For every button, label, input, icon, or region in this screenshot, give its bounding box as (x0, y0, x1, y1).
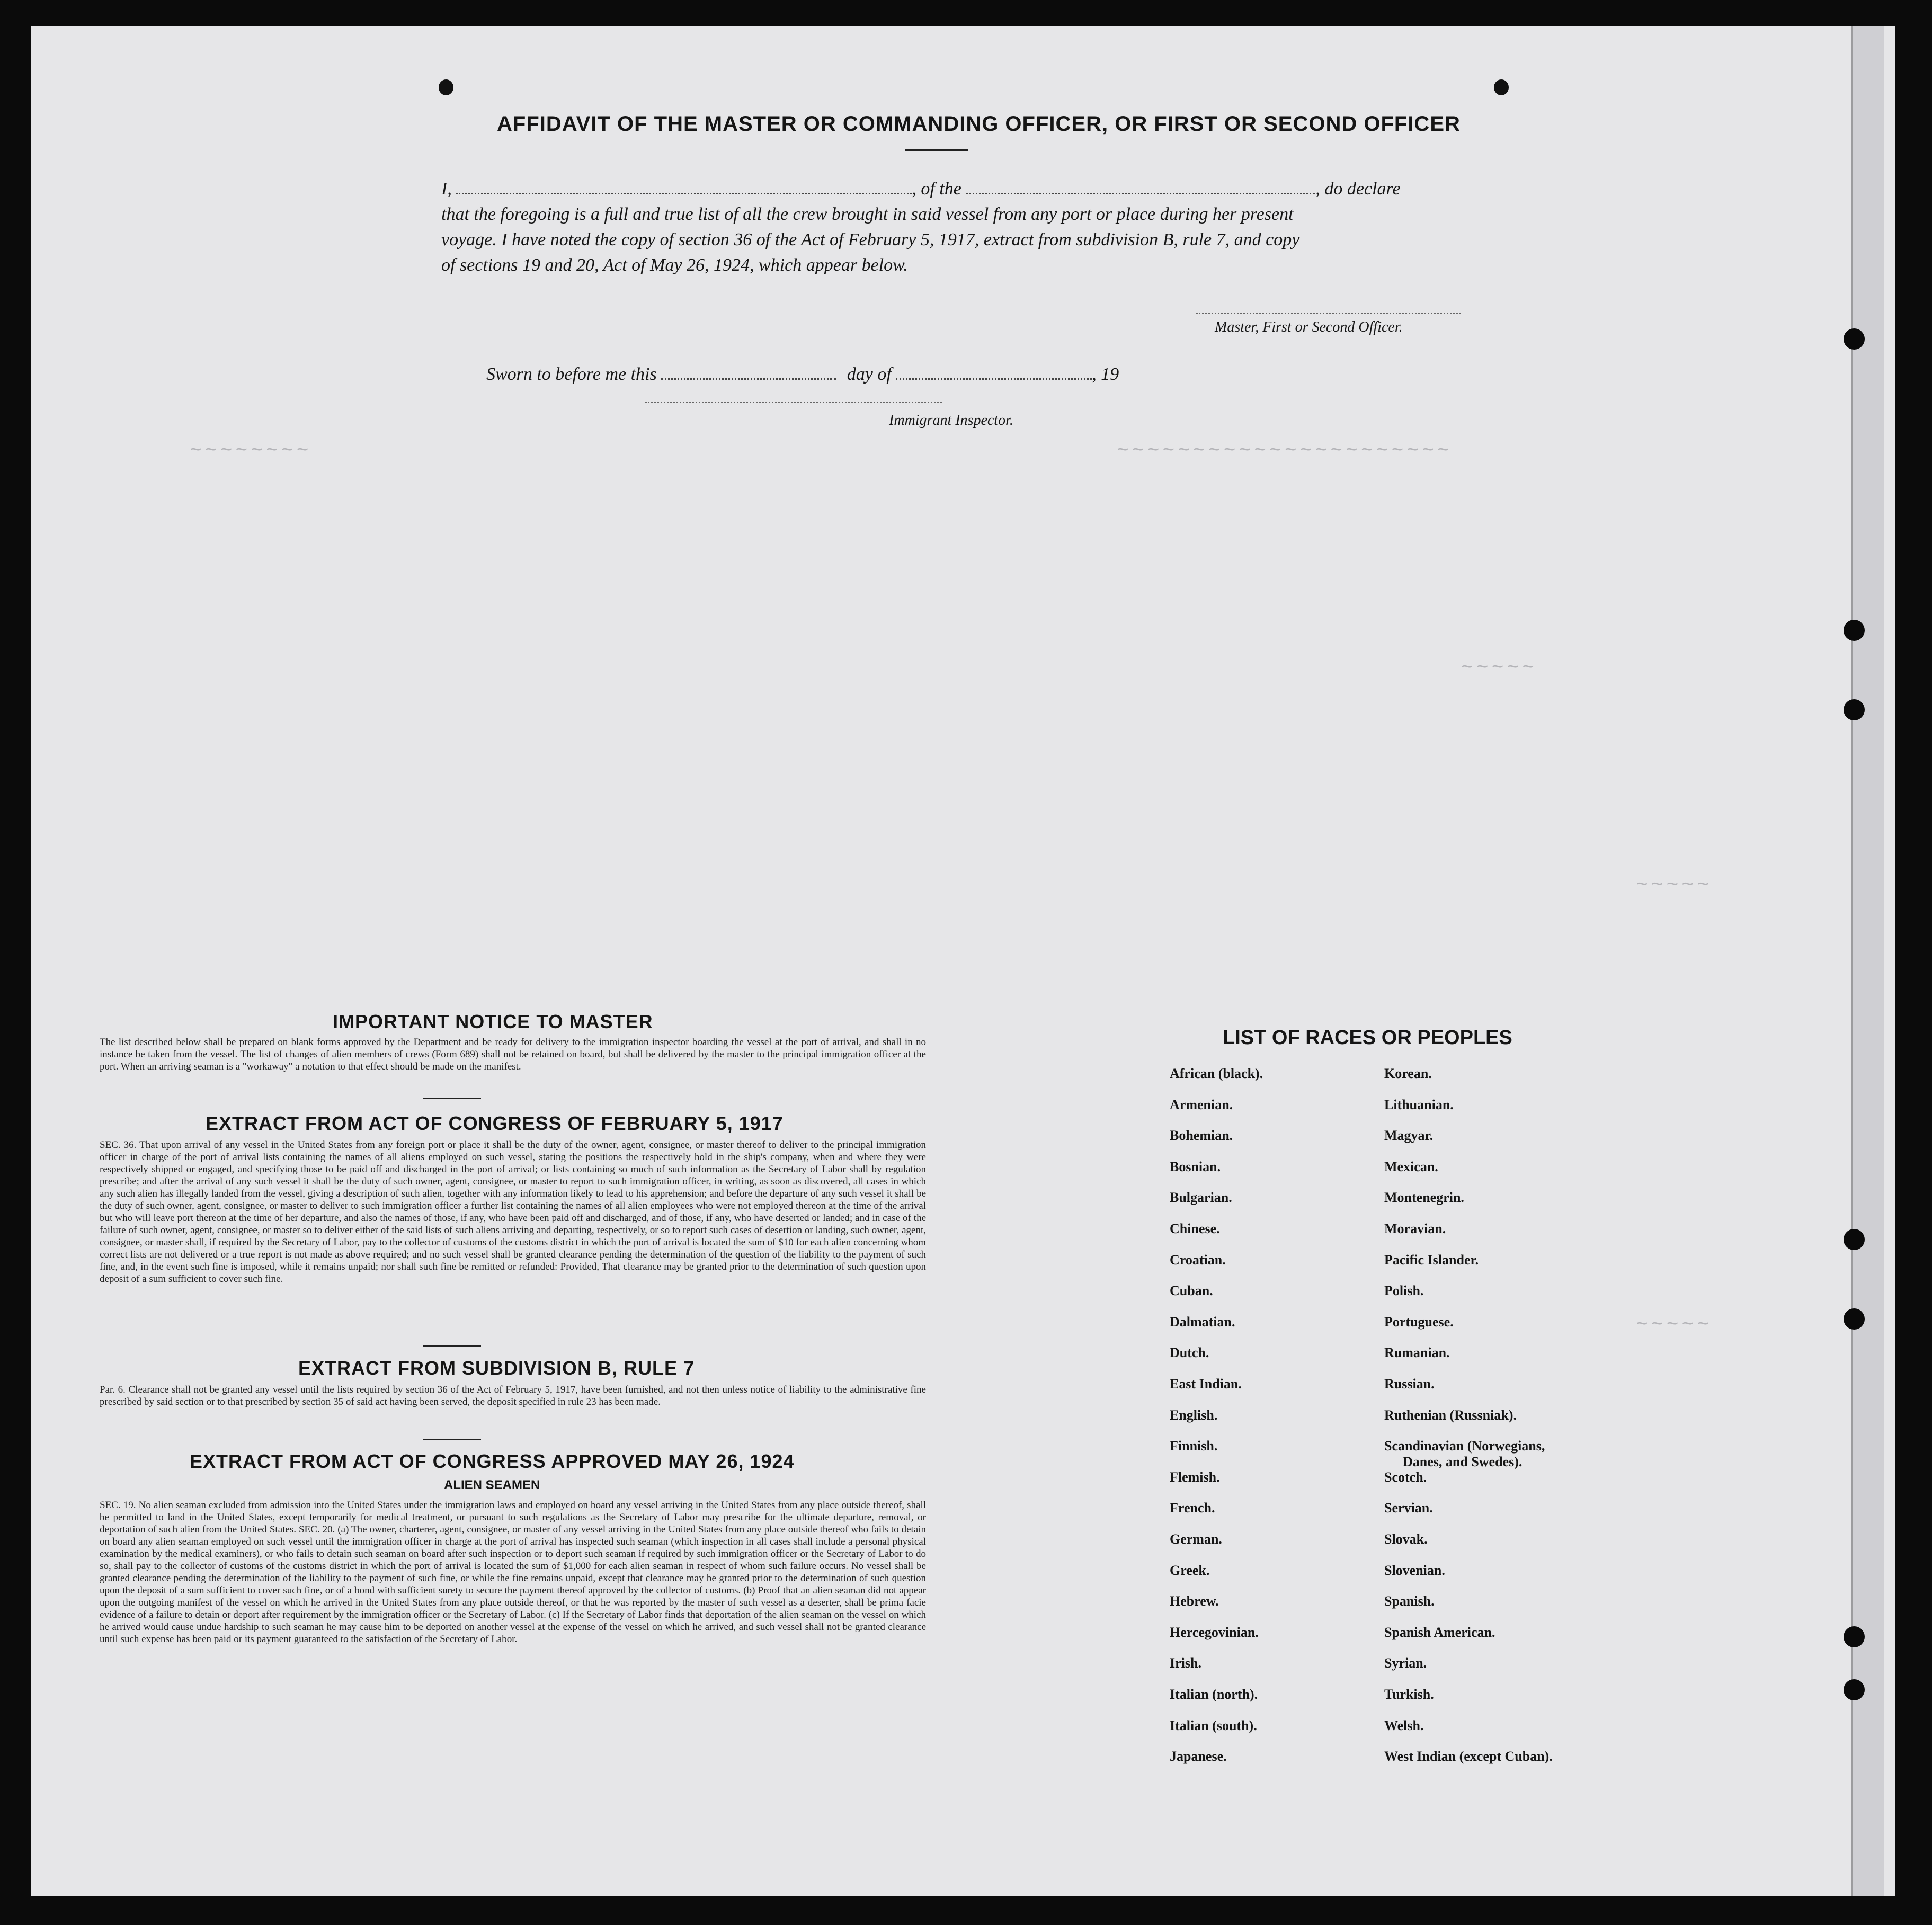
extract-1917-rule (423, 1345, 481, 1347)
races-title: LIST OF RACES OR PEOPLES (1223, 1027, 1512, 1049)
sworn-prefix: Sworn to before me this (486, 364, 657, 384)
race-item: Pacific Islander. (1384, 1252, 1479, 1268)
race-item: African (black). (1170, 1066, 1263, 1081)
race-item: Croatian. (1170, 1252, 1226, 1268)
extract-1924-subtitle: ALIEN SEAMEN (444, 1478, 540, 1492)
race-item: Montenegrin. (1384, 1190, 1464, 1206)
punch-hole (1844, 1679, 1865, 1700)
extract-1917-title: EXTRACT FROM ACT OF CONGRESS OF FEBRUARY 5, 1917 (206, 1112, 784, 1134)
bleed-through-marks: ~~~~~ (1636, 1314, 1713, 1336)
race-item: Irish. (1170, 1655, 1201, 1671)
sworn-day-field[interactable] (661, 363, 836, 380)
race-item: East Indian. (1170, 1376, 1242, 1392)
race-item: Flemish. (1170, 1469, 1220, 1485)
race-item: Scotch. (1384, 1469, 1427, 1485)
race-item: German. (1170, 1531, 1222, 1547)
race-item: Portuguese. (1384, 1314, 1454, 1330)
race-item: Lithuanian. (1384, 1097, 1454, 1112)
race-item: Japanese. (1170, 1749, 1227, 1764)
race-item: Greek. (1170, 1562, 1210, 1578)
bleed-through-marks: ~~~~~ (1461, 657, 1538, 680)
notice-title: IMPORTANT NOTICE TO MASTER (333, 1011, 653, 1032)
document-sheet (31, 26, 1895, 1896)
race-item: Hercegovinian. (1170, 1624, 1259, 1640)
race-item: Syrian. (1384, 1655, 1427, 1671)
race-item: Cuban. (1170, 1283, 1213, 1299)
race-item: Welsh. (1384, 1717, 1424, 1733)
tack-mark (439, 79, 453, 95)
notice-rule (423, 1098, 481, 1099)
subdivision-b-text: Par. 6. Clearance shall not be granted any vessel until the lists required by section 36 of the Act of February 5, 1917, have been furnished, and not then unless notice of liability to the administrative fine prescribed by said section or to that prescribed by section 35 of said act having been served, the deposit specified in rule 23 has been made. (100, 1384, 926, 1407)
bleed-through-marks: ~~~~~~~~~~~~~~~~~~~~~~ (1117, 440, 1453, 462)
race-item: Servian. (1384, 1500, 1433, 1516)
affidavit-of-the: , of the (912, 179, 961, 199)
race-item: West Indian (except Cuban). (1384, 1749, 1553, 1764)
affidavit-title: AFFIDAVIT OF THE MASTER OR COMMANDING OFFICER, OR FIRST OR SECOND OFFICER (497, 112, 1461, 136)
race-item: Magyar. (1384, 1128, 1434, 1144)
race-item: Chinese. (1170, 1221, 1220, 1236)
race-item: Spanish. (1384, 1593, 1435, 1609)
race-item: Spanish American. (1384, 1624, 1495, 1640)
affidavit-line-4: of sections 19 and 20, Act of May 26, 1924, which appear below. (441, 255, 908, 275)
affidavit-line-3: voyage. I have noted the copy of section 36 of the Act of February 5, 1917, extract from subdivision B, rule 7, and copy (441, 230, 1300, 249)
race-item: English. (1170, 1407, 1218, 1423)
affidavit-line-2: that the foregoing is a full and true list of all the crew brought in said vessel from any port or place during her present (441, 204, 1294, 224)
extract-1917-text: SEC. 36. That upon arrival of any vessel in the United States from any foreign port or place it shall be the duty of the owner, agent, consignee, or master thereof to deliver to the principal immigration officer in charge of the port of arrival lists containing the names of all aliens employed on such vessel, stating the positions the respectively hold in the ship's company, when and where they were respectively shipped or engaged, and specifying those to be paid off and discharged in the port of arrival; or lists containing so much of such information as the Secretary of Labor shall by regulation prescribe; and after the arrival of any such vessel it shall be the duty of such owner, agent, consignee, or master to report to such immigration officer, in writing, as soon as discovered, all cases in which any such alien has illegally landed from the vessel, giving a description of such alien, together with any information likely to lead to his apprehension; and before the departure of any such vessel it shall be the duty of such owner, agent, consignee, or master to deliver to such immigration officer a further list containing the names of all alien employees who were not employed thereon at the time of the arrival but who will leave port thereon at the time of her departure, and also the names of those, if any, who have been paid off and discharged, and of those, if any, who have deserted or landed; and in case of the failure of such owner, agent, consignee, or master so to deliver either of the said lists of such aliens arriving and departing, respectively, or so to report such cases of desertion or landing, such owner, agent, consignee, or master shall, if required by the Secretary of Labor, pay to the collector of customs of the customs district in which the port of arrival is located the sum of $10 for each alien concerning whom correct lists are not delivered or a true report is not made as above required; and no such vessel shall be granted clearance pending the determination of the question of the liability to the payment of such fine, and, in the event such fine is imposed, while it remains unpaid; nor shall such fine be remitted or refunded: Provided, That clearance may be granted prior to the determination of such question upon deposit of a sum sufficient to cover such fine. (100, 1139, 926, 1285)
race-item: Slovak. (1384, 1531, 1428, 1547)
affidavit-do-declare: , do declare (1315, 179, 1401, 199)
race-item: Dutch. (1170, 1345, 1209, 1361)
sworn-year-prefix: , 19 (1092, 364, 1119, 384)
race-item: Italian (south). (1170, 1717, 1257, 1733)
extract-1924-text: SEC. 19. No alien seaman excluded from admission into the United States under the immigration laws and employed on board any vessel arriving in the United States from any place outside thereof, shall be permitted to land in the United States, except temporarily for medical treatment, or pursuant to such regulations as the Secretary of Labor may prescribe for the ultimate departure, removal, or deportation of such alien from the United States. SEC. 20. (a) The owner, charterer, agent, consignee, or master of any vessel arriving in the United States from any place outside thereof who fails to detain on board any alien seaman employed on such vessel until the immigration officer in charge at the port of arrival has inspected such seaman (which inspection in all cases shall include a personal physical examination by the medical examiners), or who fails to detain such seaman on board after such inspection or to deport such seaman if required by such immigration officer or the Secretary of Labor to do so, shall pay to the collector of customs of the customs district in which the port of arrival is located the sum of $1,000 for each alien seaman in respect of whom such failure occurs. No vessel shall be granted clearance pending the determination of the liability to the payment of such fine, or while the fine remains unpaid, except that clearance may be granted prior to the determination of such question upon the deposit of a sum sufficient to cover such fine, or of a bond with sufficient surety to secure the payment thereof approved by the collector of customs. (b) Proof that an alien seaman did not appear upon the outgoing manifest of the vessel on which he arrived in the United States from any place outside thereof, or that he was reported by the master of such vessel as a deserter, shall be prima facie evidence of a failure to detain or deport after requirement by the immigration officer or the Secretary of Labor. (c) If the Secretary of Labor finds that deportation of the alien seaman on the vessel on which he arrived would cause undue hardship to such seaman he may cause him to be deported on another vessel at the expense of the vessel on which he arrived, and such vessel shall not be granted clearance until such expense has been paid or its payment guaranteed to the satisfaction of the Secretary of Labor. (100, 1500, 926, 1645)
race-item: Mexican. (1384, 1158, 1438, 1174)
race-item: French. (1170, 1500, 1215, 1516)
race-item: Polish. (1384, 1283, 1424, 1299)
race-item: Hebrew. (1170, 1593, 1219, 1609)
race-item: Moravian. (1384, 1221, 1446, 1236)
vessel-name-field[interactable] (966, 178, 1315, 194)
affidavit-title-rule (905, 149, 968, 151)
race-item: Armenian. (1170, 1097, 1233, 1112)
race-item: Slovenian. (1384, 1562, 1445, 1578)
race-item: Finnish. (1170, 1438, 1218, 1454)
race-item: Korean. (1384, 1066, 1432, 1081)
extract-1924-title: EXTRACT FROM ACT OF CONGRESS APPROVED MAY 26, 1924 (190, 1450, 795, 1472)
sworn-month-field[interactable] (896, 363, 1092, 380)
race-item: Turkish. (1384, 1687, 1434, 1702)
affidavit-i-label: I, (441, 179, 452, 199)
master-signature-label: Master, First or Second Officer. (1215, 319, 1403, 335)
page-edge (1851, 26, 1884, 1896)
punch-hole (1844, 328, 1865, 350)
inspector-signature-line[interactable] (645, 402, 942, 403)
race-item: Russian. (1384, 1376, 1435, 1392)
affidavit-line-1 (441, 176, 1522, 202)
race-item: Ruthenian (Russniak). (1384, 1407, 1517, 1423)
punch-hole (1844, 1229, 1865, 1250)
sworn-day-of: day of (847, 364, 892, 384)
race-item: Dalmatian. (1170, 1314, 1235, 1330)
sworn-line (486, 363, 1119, 385)
tack-mark (1494, 79, 1509, 95)
bleed-through-marks: ~~~~~ (1636, 874, 1713, 897)
race-item: Bulgarian. (1170, 1190, 1232, 1206)
race-item: Italian (north). (1170, 1687, 1258, 1702)
affidavit-body (441, 176, 1522, 278)
subdivision-b-rule (423, 1439, 481, 1440)
race-item: Danes, and Swedes). (1403, 1454, 1523, 1470)
race-item: Rumanian. (1384, 1345, 1450, 1361)
bleed-through-marks: ~~~~~~~~ (190, 440, 312, 462)
race-item: Bosnian. (1170, 1158, 1221, 1174)
master-signature-line[interactable] (1196, 313, 1461, 314)
subdivision-b-title: EXTRACT FROM SUBDIVISION B, RULE 7 (298, 1357, 695, 1379)
punch-hole (1844, 1626, 1865, 1647)
race-item: Scandinavian (Norwegians, (1384, 1438, 1545, 1454)
master-name-field[interactable] (456, 178, 912, 194)
notice-text: The list described below shall be prepared on blank forms approved by the Department and be ready for delivery to the immigration inspector boarding the vessel at the port of arrival, and shall in no instance be taken from the vessel. The list of changes of alien members of crews (Form 689) shall not be retained on board, but shall be delivered by the master to the principal immigration officer at the port. When an arriving seaman is a "workaway" a notation to that effect should be made on the manifest. (100, 1037, 926, 1072)
inspector-signature-label: Immigrant Inspector. (889, 412, 1013, 429)
race-item: Bohemian. (1170, 1128, 1233, 1144)
punch-hole (1844, 620, 1865, 641)
punch-hole (1844, 699, 1865, 720)
punch-hole (1844, 1308, 1865, 1330)
